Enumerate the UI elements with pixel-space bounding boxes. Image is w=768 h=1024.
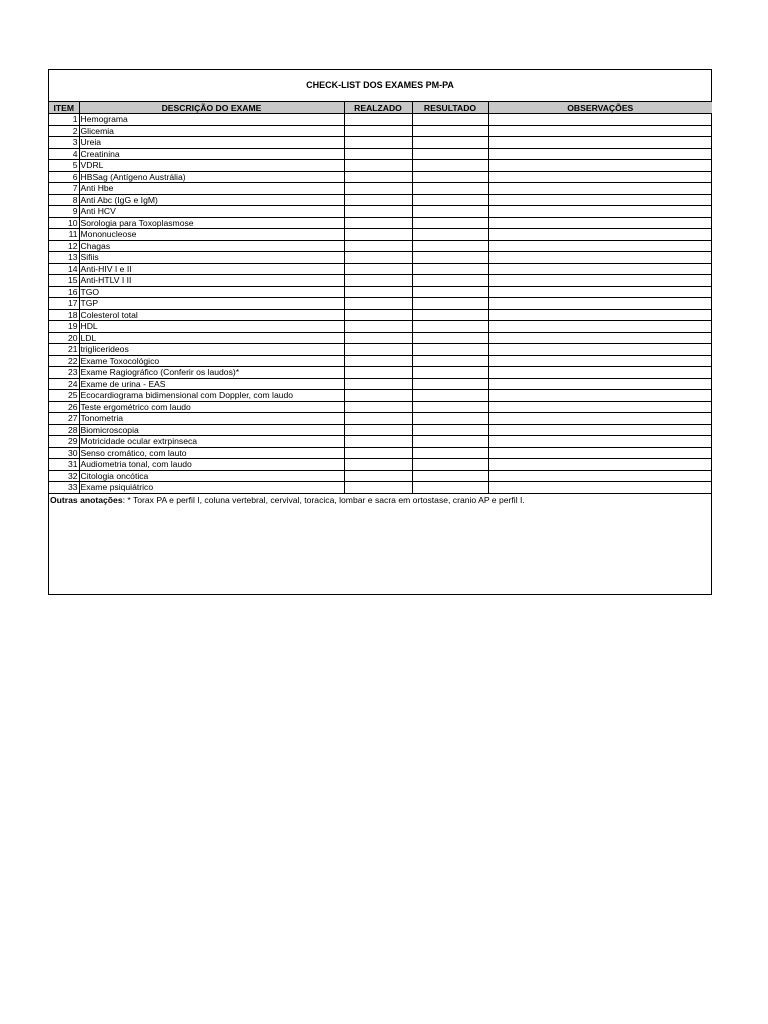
table-row [49, 171, 712, 183]
table-row [49, 183, 712, 195]
table-row [49, 217, 712, 229]
cell-item: 19 [49, 321, 79, 333]
cell-resultado[interactable] [412, 378, 488, 390]
cell-resultado[interactable] [412, 298, 488, 310]
cell-observacoes[interactable] [488, 160, 712, 172]
cell-observacoes[interactable] [488, 125, 712, 137]
cell-resultado[interactable] [412, 252, 488, 264]
cell-resultado[interactable] [412, 160, 488, 172]
cell-description: Mononucleose [79, 229, 344, 241]
cell-observacoes[interactable] [488, 470, 712, 482]
table-row [49, 194, 712, 206]
cell-item: 32 [49, 470, 79, 482]
cell-realizado[interactable] [344, 436, 412, 448]
cell-resultado[interactable] [412, 125, 488, 137]
cell-item: 20 [49, 332, 79, 344]
cell-item: 4 [49, 148, 79, 160]
notes-label: Outras anotações [50, 494, 123, 505]
table-row [49, 332, 712, 344]
cell-observacoes[interactable] [488, 275, 712, 287]
cell-description: HDL [79, 321, 344, 333]
table-row [49, 148, 712, 160]
cell-realizado[interactable] [344, 240, 412, 252]
cell-description: Teste ergométrico com laudo [79, 401, 344, 413]
cell-resultado[interactable] [412, 344, 488, 356]
cell-description: Ureia [79, 137, 344, 149]
table-row [49, 424, 712, 436]
cell-resultado[interactable] [412, 321, 488, 333]
cell-observacoes[interactable] [488, 424, 712, 436]
cell-item: 14 [49, 263, 79, 275]
cell-resultado[interactable] [412, 367, 488, 379]
cell-description: Hemograma [79, 114, 344, 126]
table-row [49, 401, 712, 413]
cell-description: Anti-HIV I e II [79, 263, 344, 275]
table-row [49, 482, 712, 494]
cell-realizado[interactable] [344, 114, 412, 126]
cell-resultado[interactable] [412, 114, 488, 126]
table-row [49, 252, 712, 264]
cell-realizado[interactable] [344, 413, 412, 425]
cell-observacoes[interactable] [488, 183, 712, 195]
cell-realizado[interactable] [344, 378, 412, 390]
cell-description: Anti-HTLV I II [79, 275, 344, 287]
cell-observacoes[interactable] [488, 482, 712, 494]
cell-observacoes[interactable] [488, 252, 712, 264]
cell-realizado[interactable] [344, 148, 412, 160]
table-row [49, 355, 712, 367]
cell-item: 30 [49, 447, 79, 459]
cell-description: HBSag (Antígeno Austrália) [79, 171, 344, 183]
col-header-observacoes: OBSERVAÇÕES [488, 102, 712, 114]
table-row [49, 240, 712, 252]
cell-item: 10 [49, 217, 79, 229]
table-row [49, 263, 712, 275]
cell-description: TGP [79, 298, 344, 310]
cell-item: 33 [49, 482, 79, 494]
cell-resultado[interactable] [412, 148, 488, 160]
cell-observacoes[interactable] [488, 321, 712, 333]
cell-item: 18 [49, 309, 79, 321]
cell-observacoes[interactable] [488, 447, 712, 459]
cell-realizado[interactable] [344, 482, 412, 494]
cell-observacoes[interactable] [488, 459, 712, 471]
cell-description: Exame psiquiátrico [79, 482, 344, 494]
cell-description: Exame Ragiográfico (Conferir os laudos)* [79, 367, 344, 379]
cell-realizado[interactable] [344, 344, 412, 356]
cell-item: 15 [49, 275, 79, 287]
cell-realizado[interactable] [344, 367, 412, 379]
cell-description: Tonometria [79, 413, 344, 425]
cell-observacoes[interactable] [488, 355, 712, 367]
cell-description: Senso cromático, com lauto [79, 447, 344, 459]
col-header-description: DESCRIÇÃO DO EXAME [79, 102, 344, 114]
cell-description: Ecocardiograma bidimensional com Doppler, com laudo [79, 390, 344, 402]
cell-observacoes[interactable] [488, 229, 712, 241]
cell-item: 31 [49, 459, 79, 471]
other-notes [49, 494, 711, 506]
cell-item: 26 [49, 401, 79, 413]
table-row [49, 436, 712, 448]
cell-description: LDL [79, 332, 344, 344]
cell-observacoes[interactable] [488, 114, 712, 126]
cell-observacoes[interactable] [488, 390, 712, 402]
cell-observacoes[interactable] [488, 298, 712, 310]
cell-item: 2 [49, 125, 79, 137]
cell-item: 7 [49, 183, 79, 195]
cell-realizado[interactable] [344, 171, 412, 183]
cell-observacoes[interactable] [488, 217, 712, 229]
cell-resultado[interactable] [412, 332, 488, 344]
cell-observacoes[interactable] [488, 148, 712, 160]
cell-item: 16 [49, 286, 79, 298]
cell-description: Exame Toxocológico [79, 355, 344, 367]
cell-description: VDRL [79, 160, 344, 172]
cell-observacoes[interactable] [488, 206, 712, 218]
table-row [49, 298, 712, 310]
cell-item: 3 [49, 137, 79, 149]
table-row [49, 137, 712, 149]
cell-description: Motricidade ocular extrpinseca [79, 436, 344, 448]
cell-observacoes[interactable] [488, 240, 712, 252]
cell-resultado[interactable] [412, 194, 488, 206]
cell-realizado[interactable] [344, 447, 412, 459]
table-row [49, 470, 712, 482]
cell-description: Sorologia para Toxoplasmose [79, 217, 344, 229]
cell-realizado[interactable] [344, 206, 412, 218]
table-row [49, 275, 712, 287]
cell-resultado[interactable] [412, 390, 488, 402]
cell-item: 22 [49, 355, 79, 367]
cell-item: 28 [49, 424, 79, 436]
page-title: CHECK-LIST DOS EXAMES PM-PA [306, 80, 454, 90]
cell-resultado[interactable] [412, 137, 488, 149]
notes-text: : * Torax PA e perfil I, coluna vertebral, cervival, toracica, lombar e sacra em ortostase, cranio AP e perfil I. [122, 494, 525, 505]
table-row [49, 286, 712, 298]
cell-realizado[interactable] [344, 321, 412, 333]
cell-observacoes[interactable] [488, 401, 712, 413]
cell-observacoes[interactable] [488, 378, 712, 390]
cell-description: Anti Hbe [79, 183, 344, 195]
cell-item: 25 [49, 390, 79, 402]
cell-item: 5 [49, 160, 79, 172]
cell-description: Creatinina [79, 148, 344, 160]
cell-description: triglicerideos [79, 344, 344, 356]
cell-description: Audiometria tonal, com laudo [79, 459, 344, 471]
cell-description: Anti Abc (IgG e IgM) [79, 194, 344, 206]
cell-resultado[interactable] [412, 206, 488, 218]
cell-realizado[interactable] [344, 125, 412, 137]
cell-realizado[interactable] [344, 309, 412, 321]
cell-resultado[interactable] [412, 183, 488, 195]
cell-description: Anti HCV [79, 206, 344, 218]
cell-resultado[interactable] [412, 217, 488, 229]
cell-resultado[interactable] [412, 263, 488, 275]
exam-table [49, 101, 712, 494]
cell-item: 17 [49, 298, 79, 310]
table-row [49, 367, 712, 379]
cell-resultado[interactable] [412, 401, 488, 413]
cell-realizado[interactable] [344, 459, 412, 471]
col-header-item: ITEM [49, 102, 79, 114]
cell-item: 1 [49, 114, 79, 126]
cell-description: Biomicroscopia [79, 424, 344, 436]
cell-description: TGO [79, 286, 344, 298]
cell-resultado[interactable] [412, 171, 488, 183]
cell-observacoes[interactable] [488, 344, 712, 356]
table-row [49, 160, 712, 172]
table-row [49, 229, 712, 241]
cell-resultado[interactable] [412, 240, 488, 252]
cell-realizado[interactable] [344, 286, 412, 298]
col-header-resultado: RESULTADO [412, 102, 488, 114]
cell-observacoes[interactable] [488, 286, 712, 298]
cell-observacoes[interactable] [488, 413, 712, 425]
cell-observacoes[interactable] [488, 263, 712, 275]
cell-description: Exame de urina - EAS [79, 378, 344, 390]
cell-item: 6 [49, 171, 79, 183]
cell-observacoes[interactable] [488, 367, 712, 379]
cell-item: 13 [49, 252, 79, 264]
cell-description: Citologia oncótica [79, 470, 344, 482]
cell-realizado[interactable] [344, 401, 412, 413]
cell-resultado[interactable] [412, 436, 488, 448]
cell-realizado[interactable] [344, 217, 412, 229]
cell-realizado[interactable] [344, 183, 412, 195]
cell-resultado[interactable] [412, 355, 488, 367]
table-row [49, 321, 712, 333]
cell-observacoes[interactable] [488, 436, 712, 448]
cell-item: 24 [49, 378, 79, 390]
cell-resultado[interactable] [412, 229, 488, 241]
cell-description: Colesterol total [79, 309, 344, 321]
cell-resultado[interactable] [412, 286, 488, 298]
cell-realizado[interactable] [344, 470, 412, 482]
cell-item: 12 [49, 240, 79, 252]
cell-resultado[interactable] [412, 447, 488, 459]
cell-realizado[interactable] [344, 355, 412, 367]
cell-realizado[interactable] [344, 137, 412, 149]
cell-realizado[interactable] [344, 298, 412, 310]
table-body [49, 114, 712, 494]
cell-realizado[interactable] [344, 275, 412, 287]
cell-resultado[interactable] [412, 470, 488, 482]
table-header-row [49, 102, 712, 114]
table-row [49, 459, 712, 471]
table-row [49, 125, 712, 137]
cell-realizado[interactable] [344, 252, 412, 264]
table-row [49, 309, 712, 321]
cell-realizado[interactable] [344, 424, 412, 436]
table-row [49, 413, 712, 425]
cell-resultado[interactable] [412, 275, 488, 287]
cell-realizado[interactable] [344, 263, 412, 275]
cell-resultado[interactable] [412, 413, 488, 425]
cell-realizado[interactable] [344, 229, 412, 241]
cell-resultado[interactable] [412, 309, 488, 321]
cell-description: Sifiis [79, 252, 344, 264]
cell-observacoes[interactable] [488, 137, 712, 149]
cell-description: Glicemia [79, 125, 344, 137]
table-row [49, 114, 712, 126]
cell-resultado[interactable] [412, 424, 488, 436]
cell-item: 27 [49, 413, 79, 425]
cell-description: Chagas [79, 240, 344, 252]
table-row [49, 378, 712, 390]
table-row [49, 390, 712, 402]
cell-observacoes[interactable] [488, 309, 712, 321]
cell-item: 29 [49, 436, 79, 448]
cell-realizado[interactable] [344, 332, 412, 344]
col-header-realizado: REALZADO [344, 102, 412, 114]
title-area [49, 70, 711, 101]
cell-item: 11 [49, 229, 79, 241]
cell-resultado[interactable] [412, 482, 488, 494]
cell-observacoes[interactable] [488, 171, 712, 183]
cell-item: 9 [49, 206, 79, 218]
cell-realizado[interactable] [344, 160, 412, 172]
table-row [49, 447, 712, 459]
cell-observacoes[interactable] [488, 332, 712, 344]
table-row [49, 206, 712, 218]
cell-realizado[interactable] [344, 194, 412, 206]
cell-item: 8 [49, 194, 79, 206]
checklist-sheet [48, 69, 712, 595]
cell-item: 23 [49, 367, 79, 379]
cell-resultado[interactable] [412, 459, 488, 471]
cell-item: 21 [49, 344, 79, 356]
cell-realizado[interactable] [344, 390, 412, 402]
cell-observacoes[interactable] [488, 194, 712, 206]
table-row [49, 344, 712, 356]
